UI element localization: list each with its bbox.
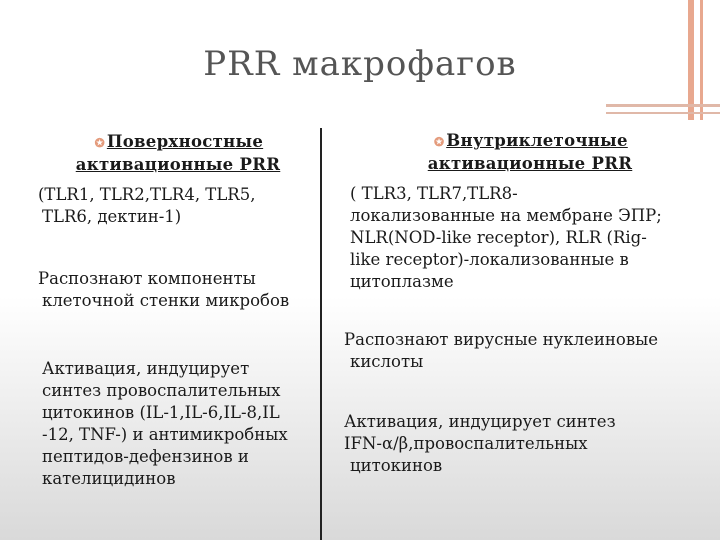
bullet-icon: ✪ — [434, 134, 445, 149]
right-heading — [344, 130, 716, 175]
right-heading-line2: активационные PRR — [427, 153, 633, 173]
right-list-line: NLR(NOD-like receptor), RLR (Rig- — [350, 227, 647, 247]
left-list-line2: TLR6, дектин-1) — [42, 206, 182, 226]
left-activation — [38, 358, 318, 490]
left-recognize-line2: клеточной стенки микробов — [42, 290, 290, 310]
corner-decoration-horizontal-2 — [606, 112, 720, 114]
left-list-line1: (TLR1, TLR2,TLR4, TLR5, — [38, 184, 256, 204]
right-list-line: ( TLR3, TLR7,TLR8- — [350, 183, 518, 203]
right-recognize — [344, 329, 716, 373]
left-activation-line: кателицидинов — [42, 468, 176, 488]
left-activation-line: синтез провоспалительных — [42, 380, 281, 400]
left-activation-line: цитокинов (IL-1,IL-6,IL-8,IL — [42, 402, 280, 422]
left-recognize — [38, 268, 318, 312]
left-activation-line: -12, TNF-) и антимикробных — [42, 424, 288, 444]
right-recognize-line2: кислоты — [350, 351, 424, 371]
right-heading-line1: Внутриклеточные — [446, 131, 628, 150]
right-activation — [344, 411, 716, 477]
slide-title: PRR макрофагов — [203, 44, 517, 84]
right-activation-line1: Активация, индуцирует синтез — [344, 411, 616, 431]
left-column — [38, 131, 318, 490]
left-heading-line1: Поверхностные — [106, 132, 264, 151]
right-list-line: локализованные на мембране ЭПР; — [350, 205, 662, 225]
left-heading — [38, 131, 318, 176]
right-activation-line2: IFN-α/β,провоспалительных — [344, 433, 588, 453]
left-activation-line: Активация, индуцирует — [42, 358, 250, 378]
right-column — [344, 130, 716, 477]
left-heading-line2: активационные PRR — [75, 154, 281, 174]
left-list — [38, 184, 318, 228]
right-list-line: цитоплазме — [350, 271, 454, 291]
left-activation-line: пептидов-дефензинов и — [42, 446, 249, 466]
right-list — [344, 183, 716, 293]
bullet-icon: ✪ — [94, 135, 106, 150]
left-recognize-line1: Распознают компоненты — [38, 268, 256, 288]
right-activation-line3: цитокинов — [350, 455, 443, 475]
column-divider — [320, 128, 322, 540]
corner-decoration-horizontal — [606, 104, 720, 107]
right-recognize-line1: Распознают вирусные нуклеиновые — [344, 329, 658, 349]
right-list-line: like receptor)-локализованные в — [350, 249, 629, 269]
